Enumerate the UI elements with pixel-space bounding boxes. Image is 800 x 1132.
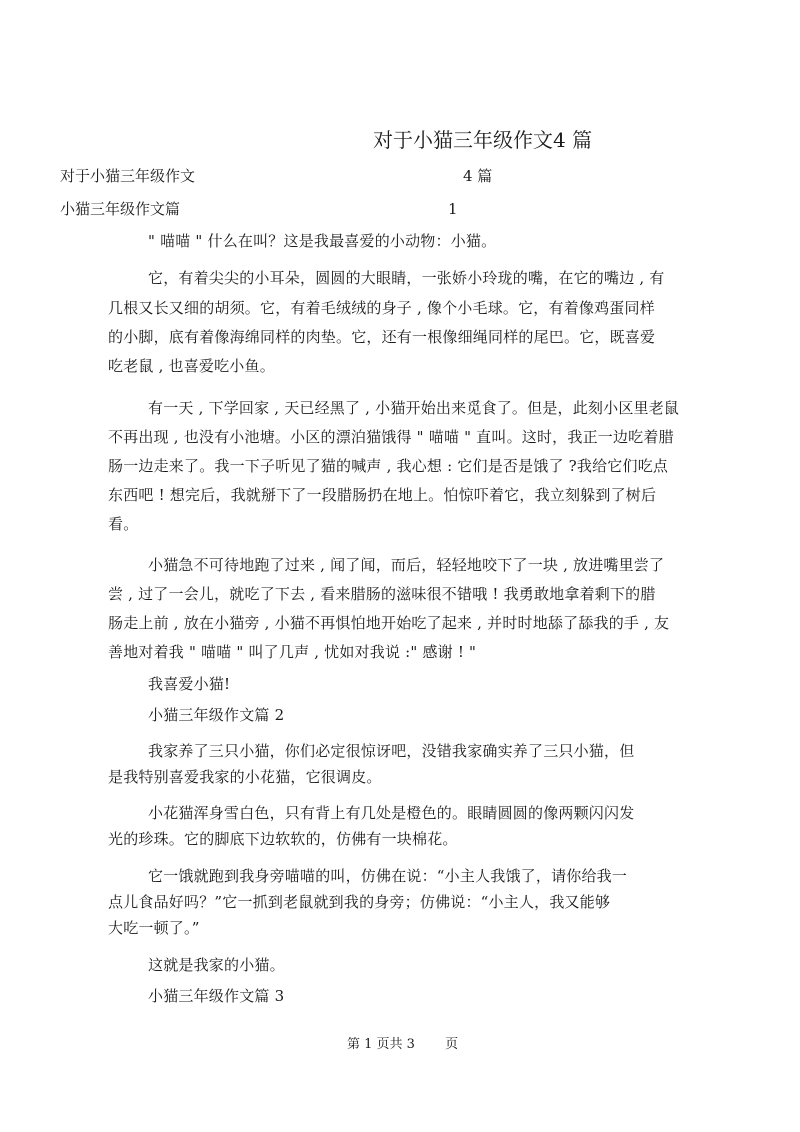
paragraph-line: 我喜爱小猫! [148, 675, 231, 693]
paragraph-line: 小猫急不可待地跑了过来 , 闻了闻，而后，轻轻地咬下了一块 , 放进嘴里尝了 [148, 556, 665, 574]
paragraph-line: 的小脚，底有着像海绵同样的肉垫。它，还有一根像细绳同样的尾巴。它，既喜爱 [108, 328, 656, 346]
section-2-heading: 小猫三年级作文篇 2 [148, 706, 285, 724]
section-1-label: 小猫三年级作文篇 [60, 200, 181, 218]
subtitle-left: 对于小猫三年级作文 [60, 167, 196, 185]
paragraph-line: 肠一边走来了。我一下子听见了猫的喊声 , 我心想 : 它们是否是饿了 ?我给它们吃点 [108, 457, 669, 475]
paragraph-line: 不再出现 , 也没有小池塘。小区的漂泊猫饿得 " 喵喵 " 直叫。这时，我正一边吃着腊 [108, 428, 674, 446]
paragraph-line: 大吃一顿了。” [108, 919, 200, 937]
paragraph-line: 看。 [108, 515, 139, 533]
page-suffix: 页 [445, 1037, 459, 1052]
section-1-number: 1 [448, 200, 458, 218]
subtitle-count: 4 篇 [463, 167, 493, 185]
paragraph-line: 肠走上前 , 放在小猫旁 , 小猫不再惧怕地开始吃了起来 , 并时时地舔了舔我的手 , 友 [108, 614, 670, 632]
paragraph-line: 是我特别喜爱我家的小花猫，它很调皮。 [108, 768, 382, 786]
paragraph-line: 点儿食品好吗？”它一抓到老鼠就到我的身旁；仿佛说：“小主人，我又能够 [108, 893, 611, 911]
paragraph-line: 有一天 , 下学回家 , 天已经黑了 , 小猫开始出来觅食了。但是，此刻小区里老鼠 [148, 399, 680, 417]
paragraph-line: 它一饿就跑到我身旁喵喵的叫，仿佛在说：“小主人我饿了，请你给我一 [148, 867, 628, 885]
page-count-label: 第 1 页共 3 [347, 1037, 415, 1052]
page-footer [347, 1036, 458, 1054]
paragraph-line: 这就是我家的小猫。 [148, 956, 285, 974]
paragraph-line: 它，有着尖尖的小耳朵，圆圆的大眼睛，一张娇小玲珑的嘴，在它的嘴边 , 有 [148, 269, 665, 287]
paragraph-line: " 喵喵 " 什么在叫？这是我最喜爱的小动物：小猫。 [148, 232, 497, 250]
paragraph-line: 善地对着我 " 喵喵 " 叫了几声 , 忧如对我说 :" 感谢 ! " [108, 643, 477, 661]
paragraph-line: 吃老鼠 , 也喜爱吃小鱼。 [108, 357, 275, 375]
section-3-heading: 小猫三年级作文篇 3 [148, 987, 285, 1005]
paragraph-line: 几根又长又细的胡须。它，有着毛绒绒的身子 , 像个小毛球。它，有着像鸡蛋同样 [108, 299, 655, 317]
paragraph-line: 我家养了三只小猫，你们必定很惊讶吧，没错我家确实养了三只小猫，但 [148, 742, 635, 760]
paragraph-line: 尝 , 过了一会儿，就吃了下去 , 看来腊肠的滋味很不错哦 ! 我勇敢地拿着剩下的腊 [108, 585, 656, 603]
paragraph-line: 小花猫浑身雪白色，只有背上有几处是橙色的。眼睛圆圆的像两颗闪闪发 [148, 804, 635, 822]
document-title: 对于小猫三年级作文4 篇 [373, 128, 593, 152]
paragraph-line: 东西吧 ! 想完后，我就掰下了一段腊肠扔在地上。怕惊吓着它，我立刻躲到了树后 [108, 486, 657, 504]
paragraph-line: 光的珍珠。它的脚底下边软软的，仿佛有一块棉花。 [108, 830, 458, 848]
